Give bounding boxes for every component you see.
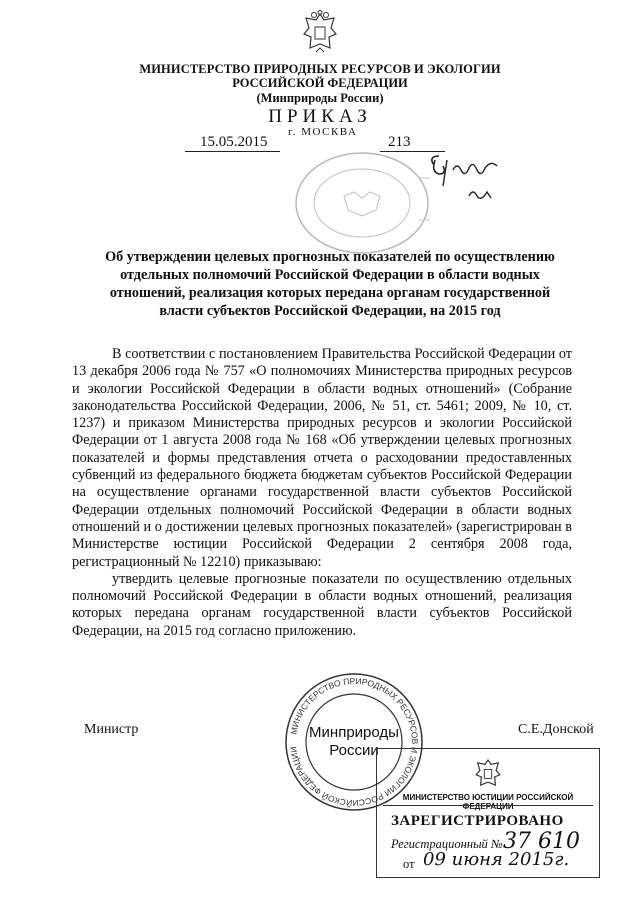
order-body xyxy=(72,346,572,640)
coat-of-arms-emblem xyxy=(473,757,503,791)
handwritten-note xyxy=(425,152,515,212)
date-underline xyxy=(185,151,280,152)
order-number: 213 xyxy=(388,134,411,150)
seal-text-line2: России xyxy=(329,742,379,759)
body-paragraph: В соответствии с постановлением Правительства Российской Федерации от 13 декабря 2006 года № 757 «О полномочиях Министерства природных ресурсов и экологии Российской Федерации в области водных отношений» (Собрание законодательства Российской Федерации, 2006, № 51, ст. 5461; 2009, № 10, ст. 1237) и приказом Министерства природных ресурсов и экологии Российской Федерации от 1 августа 2008 года № 168 «Об утверждении целевых прогнозных показателей и формы представления отчета о расходовании предоставленных субвенций из федерального бюджета бюджетам субъектов Российской Федерации на осуществление органами государственной власти субъектов Российской Федерации отдельных полномочий Российской Федерации в области водных отношений и о достижении целевых прогнозных показателей» (зарегистрирован в Министерстве юстиции Российской Федерации 2 сентября 2008 года, регистрационный № 12210) приказываю: xyxy=(72,346,572,570)
stamp-title: ЗАРЕГИСТРИРОВАНО xyxy=(391,813,564,829)
stamp-divider xyxy=(383,805,593,806)
body-paragraph: утвердить целевые прогнозные показатели по осуществлению отдельных полномочий Российской Федерации в области водных отношений, реализация которых передана органам государственной власти субъектов Российской Федерации, на 2015 год согласно приложению. xyxy=(72,570,572,639)
registration-number-label: Регистрационный № xyxy=(391,837,503,851)
registration-number-value: 37 610 xyxy=(503,829,580,854)
ministry-name-line1: МИНИСТЕРСТВО ПРИРОДНЫХ РЕСУРСОВ И ЭКОЛОГИИ xyxy=(139,62,501,76)
ministry-short-name: (Минприроды России) xyxy=(256,91,384,105)
order-city: г. МОСКВА xyxy=(288,126,358,138)
receipt-stamp xyxy=(292,148,432,258)
signatory-name: С.Е.Донской xyxy=(518,722,594,737)
registration-date-value: 09 июня 2015г. xyxy=(423,849,570,870)
seal-text-line1: Минприроды xyxy=(309,724,399,741)
registration-date-prefix: от xyxy=(403,857,415,871)
coat-of-arms-emblem xyxy=(300,10,340,56)
ministry-name-line2: РОССИЙСКОЙ ФЕДЕРАЦИИ xyxy=(232,76,408,90)
seal-ring-text: МИНИСТЕРСТВО ПРИРОДНЫХ РЕСУРСОВ И ЭКОЛОГИИ РОССИЙСКОЙ ФЕДЕРАЦИИ xyxy=(288,675,421,809)
document-type: ПРИКАЗ xyxy=(268,106,372,127)
signatory-title: Министр xyxy=(84,722,139,737)
order-title: Об утверждении целевых прогнозных показателей по осуществлению отдельных полномочий Российской Федерации в области водных отношений, реализация которых передана органам государственной власти субъектов Российской Федерации, на 2015 год xyxy=(105,249,555,319)
stamp-header: МИНИСТЕРСТВО ЮСТИЦИИ РОССИЙСКОЙ ФЕДЕРАЦИИ xyxy=(402,793,574,811)
registration-stamp xyxy=(376,748,600,878)
order-date: 15.05.2015 xyxy=(200,134,268,150)
